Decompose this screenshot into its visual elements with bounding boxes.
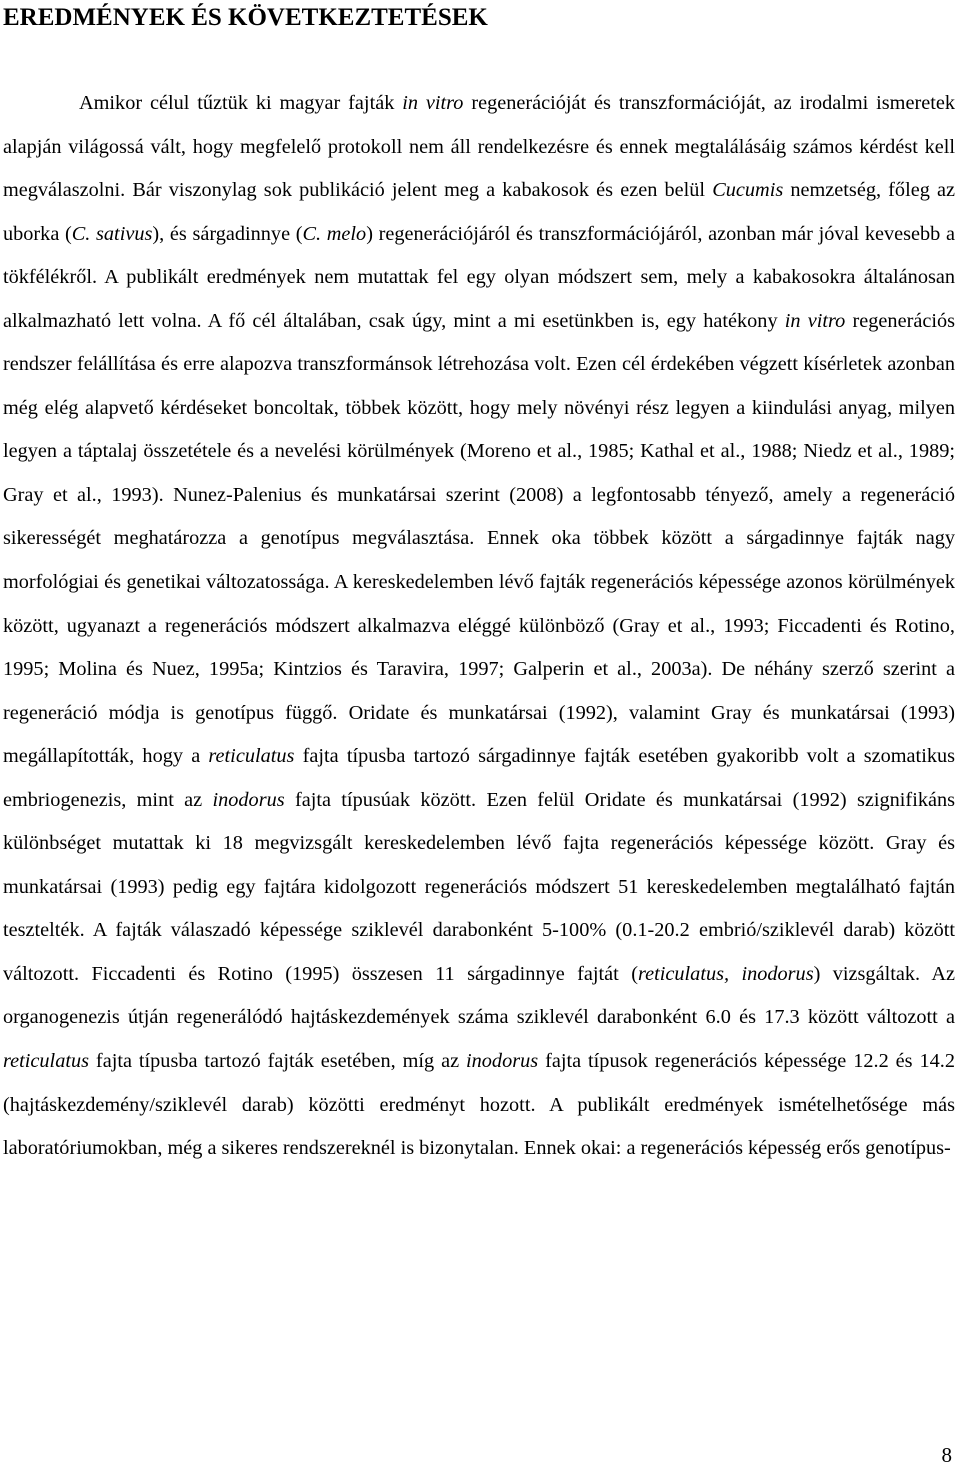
text-run: fajta típusok regenerációs képessége 12.2 és 14.2 (hajtáskezdemény/sziklevél darab) közötti eredményt hozott. A publikált eredmények ismételhetősége más laboratóriumokban, még a sikeres rendszereknél is bizonytalan. Ennek okai: a regenerációs képesség erős genotípus- [3, 1050, 955, 1160]
text-run: ), és sárgadinnye ( [152, 222, 303, 245]
italic-term: in vitro [784, 309, 846, 332]
italic-term: reticulatus, inodorus [637, 962, 814, 985]
text-run: regenerációját és transzformációját, az irodalmi ismeretek alapján világossá vált, hogy megfelelő protokoll nem áll rendelkezésre és ennek megtalálásáig számos kérdést kell megválaszolni. Bár viszonylag sok publikáció jelent meg a kabakosok és ezen belül [3, 92, 955, 202]
text-run: fajta típusúak között. Ezen felül Oridate és munkatársai (1992) szignifikáns különbséget mutattak ki 18 megvizsgált kereskedelemben lévő fajta regenerációs képessége között. Gray és munkatársai (1993) pedig egy fajtára kidolgozott regenerációs módszert 51 kereskedelemben megtalálható fajtán tesztelték. A fajták válaszadó képessége sziklevél darabonként 5-100% (0.1-20.2 embrió/sziklevél darab) között változott. Ficcadenti és Rotino (1995) összesen 11 sárgadinnye fajtát ( [3, 788, 955, 985]
italic-term: C. melo [302, 222, 367, 245]
page-number: 8 [941, 1443, 952, 1467]
italic-term: Cucumis [712, 179, 784, 202]
text-run: nemzetség, főleg az uborka ( [3, 179, 955, 245]
text-run: ) vizsgáltak. Az organogenezis útján regenerálódó hajtáskezdemények száma sziklevél darabonként 6.0 és 17.3 között változott a [3, 962, 956, 1029]
italic-term: reticulatus [208, 745, 295, 768]
italic-term: reticulatus [3, 1050, 89, 1073]
text-run: regenerációs rendszer felállítása és erre alapozva transzformánsok létrehozása volt. Ezen cél érdekében végzett kísérletek azonban még elég alapvető kérdéseket boncoltak, többek között, hogy mely növényi rész legyen a kiindulási anyag, milyen legyen a táptalaj összetétele és a nevelési körülmények (Moreno et al., 1985; Kathal et al., 1988; Niedz et al., 1989; Gray et al., 1993). Nunez-Palenius és munkatársai szerint (2008) a legfontosabb tényező, amely a regeneráció sikerességét meghatározza a genotípus megválasztása. Ennek oka többek között a sárgadinnye fajták nagy morfológiai és genetikai változatossága. A kereskedelemben lévő fajták regenerációs képessége azonos körülmények között, ugyanazt a regenerációs módszert alkalmazva eléggé különböző (Gray et al., 1993; Ficcadenti és Rotino, 1995; Molina és Nuez, 1995a; Kintzios és Taravira, 1997; Galperin et al., 2003a). De néhány szerző szerint a regeneráció módja is genotípus függő. Oridate és munkatársai (1992), valamint Gray és munkatársai (1993) megállapították, hogy a [3, 309, 955, 768]
italic-term: inodorus [212, 788, 285, 811]
text-run: ) regenerációjáról és transzformációjáról, azonban már jóval kevesebb a tökfélékről. A publikált eredmények nem mutattak fel egy olyan módszert sem, mely a kabakosokra általánosan alkalmazható lett volna. A fő cél általában, csak úgy, mint a mi esetünkben is, egy hatékony [3, 222, 955, 332]
body-paragraph [3, 82, 955, 1171]
text-run: fajta típusba tartozó fajták esetében, míg az [89, 1050, 467, 1073]
italic-term: inodorus [466, 1050, 539, 1073]
section-heading: EREDMÉNYEK ÉS KÖVETKEZTETÉSEK [3, 4, 488, 31]
italic-term: C. sativus [71, 222, 153, 245]
text-run: fajta típusba tartozó sárgadinnye fajták esetében gyakoribb volt a szomatikus embriogenezis, mint az [3, 745, 956, 811]
text-run: Amikor célul tűztük ki magyar fajták [79, 92, 403, 114]
italic-term: in vitro [402, 92, 464, 114]
